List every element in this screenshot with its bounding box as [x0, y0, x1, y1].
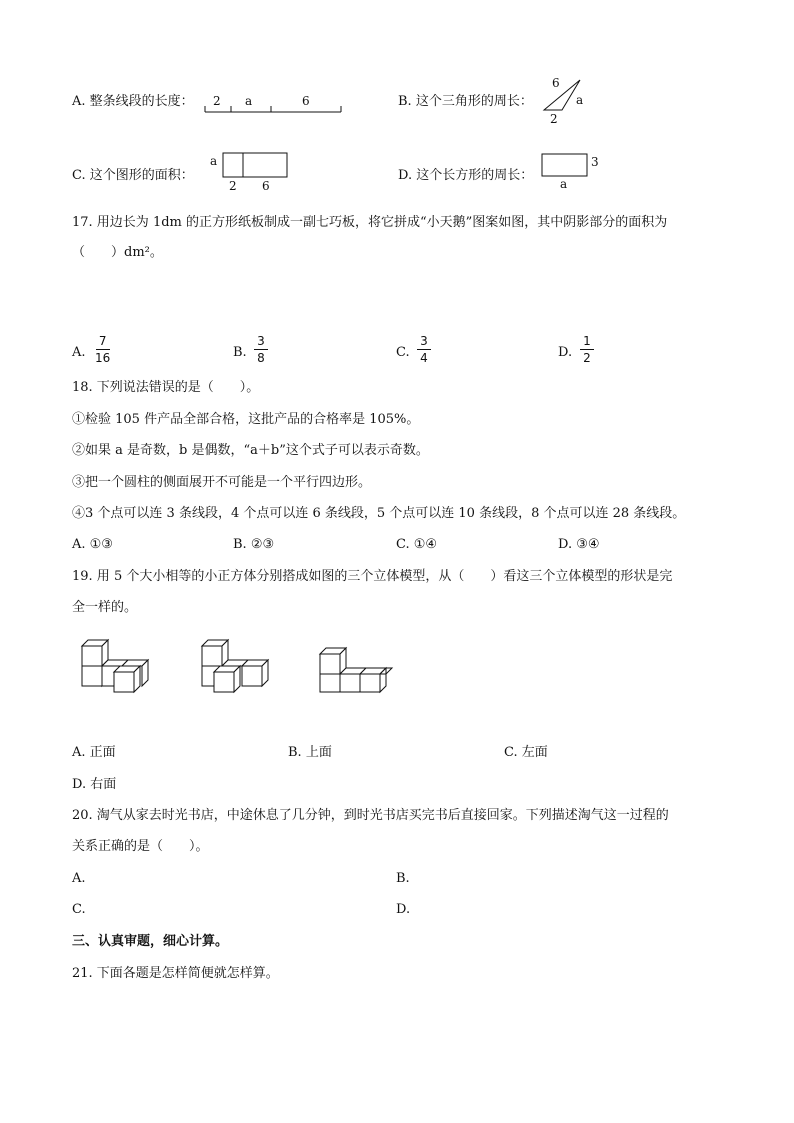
q18-statement-3: ③把一个圆柱的侧面展开不可能是一个平行四边形。 — [72, 475, 372, 490]
q17-option-a-letter: A. — [72, 345, 86, 360]
q16-option-a-label: A. 整条线段的长度： — [72, 94, 194, 109]
rect-side-a: a — [560, 177, 568, 191]
rect-height-a: a — [210, 154, 218, 168]
segment-diagram — [204, 88, 344, 118]
q19-stem-line1: 19. 用 5 个大小相等的小正方体分别搭成如图的三个立体模型，从（ ）看这三个立体模型的形状是完 — [72, 569, 673, 584]
q19-option-d: D. 右面 — [72, 777, 117, 792]
triangle-side-a: a — [576, 93, 584, 107]
q18-statement-4: ④3 个点可以连 3 条线段，4 个点可以连 6 条线段，5 个点可以连 10 条线段，8 个点可以连 28 条线段。 — [72, 506, 686, 521]
numerator: 1 — [583, 334, 591, 348]
q18-statement-2: ②如果 a 是奇数，b 是偶数，“a＋b”这个式子可以表示奇数。 — [72, 443, 429, 458]
segment-label-2: 2 — [213, 94, 221, 108]
denominator: 2 — [583, 351, 591, 365]
q20-option-c: C. — [72, 902, 86, 917]
section-3-title: 三、认真审题，细心计算。 — [72, 934, 229, 949]
numerator: 7 — [98, 334, 107, 348]
q16-option-d-label: D. 这个长方形的周长： — [398, 168, 534, 183]
q18-option-d: D. ③④ — [558, 537, 600, 552]
q17-option-b-letter: B. — [233, 345, 247, 360]
numerator: 3 — [420, 334, 428, 348]
q16-option-b-label: B. 这个三角形的周长： — [398, 94, 533, 109]
q18-statement-1: ①检验 105 件产品全部合格，这批产品的合格率是 105%。 — [72, 412, 420, 427]
rect-width-2: 2 — [229, 179, 237, 193]
triangle-diagram — [540, 76, 590, 126]
denominator: 4 — [420, 351, 428, 365]
denominator: 8 — [257, 351, 265, 365]
q17-option-c-fraction — [417, 334, 431, 365]
rect-width-6: 6 — [262, 179, 270, 193]
rect-side-3: 3 — [591, 155, 599, 169]
segment-label-6: 6 — [302, 94, 310, 108]
q19-option-b: B. 上面 — [288, 745, 332, 760]
q17-stem-line2: （ ）dm²。 — [72, 245, 163, 260]
triangle-side-6: 6 — [552, 76, 560, 90]
numerator: 3 — [257, 334, 265, 348]
q17-option-b-fraction — [254, 334, 268, 365]
q17-stem-line1: 17. 用边长为 1dm 的正方形纸板制成一副七巧板，将它拼成“小天鹅”图案如图，其中阴影部分的面积为 — [72, 215, 668, 230]
q20-stem-line2: 关系正确的是（ ）。 — [72, 839, 209, 854]
denominator: 16 — [95, 351, 111, 365]
q21-stem: 21. 下面各题是怎样简便就怎样算。 — [72, 966, 279, 981]
q16-option-c-label: C. 这个图形的面积： — [72, 168, 194, 183]
cube-model-2 — [200, 636, 272, 692]
q20-option-a: A. — [72, 871, 86, 886]
q19-option-a: A. 正面 — [72, 745, 116, 760]
cube-model-1 — [80, 636, 152, 692]
q17-option-d-fraction — [580, 334, 594, 365]
q19-option-c: C. 左面 — [504, 745, 548, 760]
rectangle-diagram — [540, 152, 604, 192]
q19-stem-line2: 全一样的。 — [72, 600, 138, 615]
q20-stem-line1: 20. 淘气从家去时光书店，中途休息了几分钟，到时光书店买完书后直接回家。下列描述淘气这一过程的 — [72, 808, 669, 823]
q17-option-a-fraction — [95, 334, 110, 365]
q17-option-c-letter: C. — [396, 345, 410, 360]
triangle-side-2: 2 — [550, 112, 558, 126]
q17-option-d-letter: D. — [558, 345, 573, 360]
q18-stem: 18. 下列说法错误的是（ ）。 — [72, 380, 260, 395]
q18-option-a: A. ①③ — [72, 537, 113, 552]
composite-rectangle-diagram — [208, 150, 294, 194]
segment-label-a: a — [245, 94, 253, 108]
q18-option-b: B. ②③ — [233, 537, 275, 552]
cube-model-3 — [318, 644, 394, 694]
q20-option-b: B. — [396, 871, 410, 886]
q18-option-c: C. ①④ — [396, 537, 438, 552]
q20-option-d: D. — [396, 902, 411, 917]
